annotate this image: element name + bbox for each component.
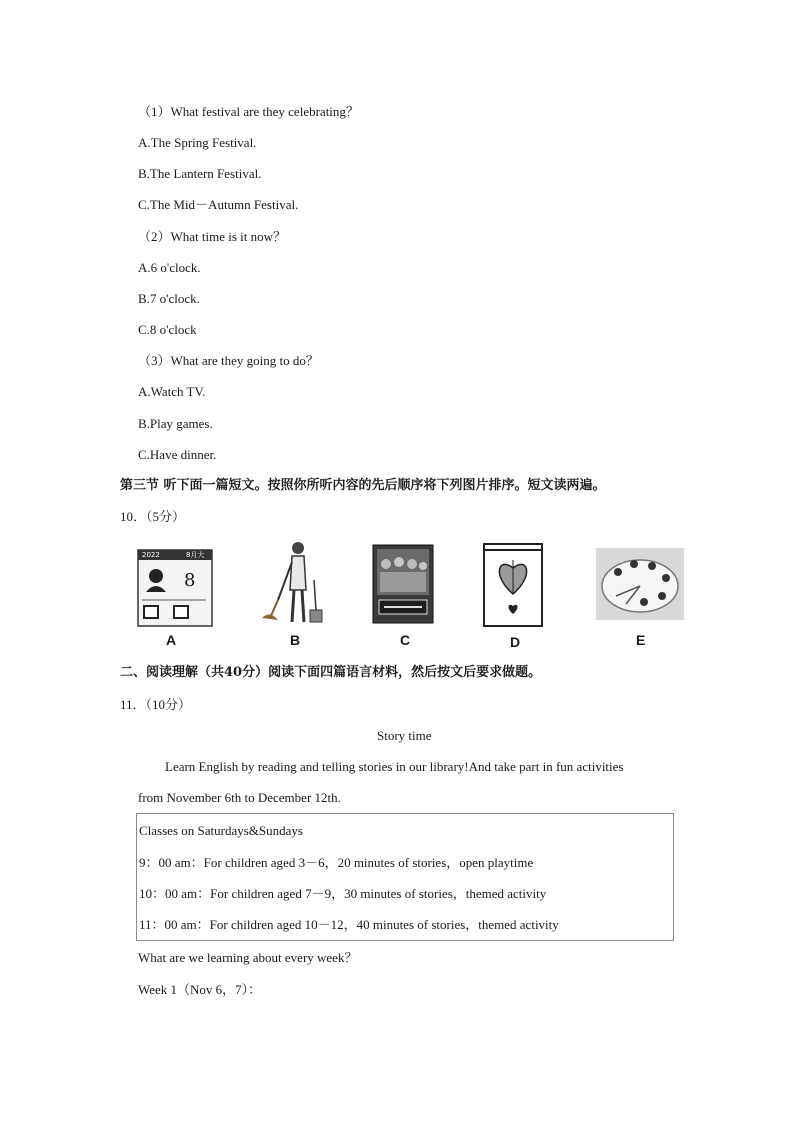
family-photo-icon [372, 540, 436, 624]
cake-icon [596, 540, 686, 622]
heart-card-icon [482, 540, 546, 628]
picture-c-label: C [400, 632, 411, 648]
picture-d [482, 540, 546, 650]
class-row-1: 9：00 am：For children aged 3－6，20 minutes of stories，open playtime [139, 855, 534, 870]
calendar-year: 2022 [142, 551, 160, 559]
q2-option-a[interactable]: A.6 o'clock. [138, 260, 201, 275]
class-row-2: 10：00 am：For children aged 7－9，30 minutes of stories，themed activity [139, 886, 547, 901]
sweeping-person-icon [258, 540, 338, 630]
classes-header: Classes on Saturdays&Sundays [139, 823, 303, 838]
q3-option-a[interactable]: A.Watch TV. [138, 384, 206, 399]
q1-option-c[interactable]: C.The Mid－Autumn Festival. [138, 197, 299, 212]
picture-c [372, 540, 436, 650]
picture-e-label: E [636, 632, 646, 648]
q3-option-c[interactable]: C.Have dinner. [138, 447, 217, 462]
q2-stem: （2）What time is it now？ [138, 229, 287, 244]
calendar-icon [136, 540, 216, 630]
q10-label: 10．（5分） [120, 509, 186, 524]
q1-option-a[interactable]: A.The Spring Festival. [138, 135, 257, 150]
picture-b [258, 540, 338, 650]
q1-stem: （1）What festival are they celebrating？ [138, 104, 359, 119]
class-row-3: 11：00 am：For children aged 10－12，40 minutes of stories，themed activity [139, 917, 559, 932]
q1-option-b[interactable]: B.The Lantern Festival. [138, 166, 262, 181]
part2-heading: 二、阅读理解（共40分）阅读下面四篇语言材料，然后按文后要求做题。 [120, 665, 542, 680]
section3-heading: 第三节 听下面一篇短文。按照你所听内容的先后顺序将下列图片排序。短文读两遍。 [120, 478, 606, 493]
q3-stem: （3）What are they going to do？ [138, 353, 319, 368]
week1-label: Week 1（Nov 6，7）： [138, 982, 262, 997]
picture-a [136, 540, 216, 650]
picture-d-label: D [510, 634, 521, 650]
story-intro-line1: Learn English by reading and telling stories in our library!And take part in fun activities [165, 759, 624, 774]
weekly-question: What are we learning about every week？ [138, 950, 358, 965]
q3-option-b[interactable]: B.Play games. [138, 416, 213, 431]
picture-b-label: B [290, 632, 301, 648]
story-intro-line2: from November 6th to December 12th. [138, 790, 341, 805]
q2-option-b[interactable]: B.7 o'clock. [138, 291, 200, 306]
q2-option-c[interactable]: C.8 o'clock [138, 322, 197, 337]
calendar-day: 8 [184, 570, 196, 591]
story-title: Story time [377, 728, 432, 743]
calendar-month: 8月大 [186, 551, 205, 559]
picture-a-label: A [166, 632, 177, 648]
q11-label: 11．（10分） [120, 697, 192, 712]
picture-e [596, 540, 686, 650]
